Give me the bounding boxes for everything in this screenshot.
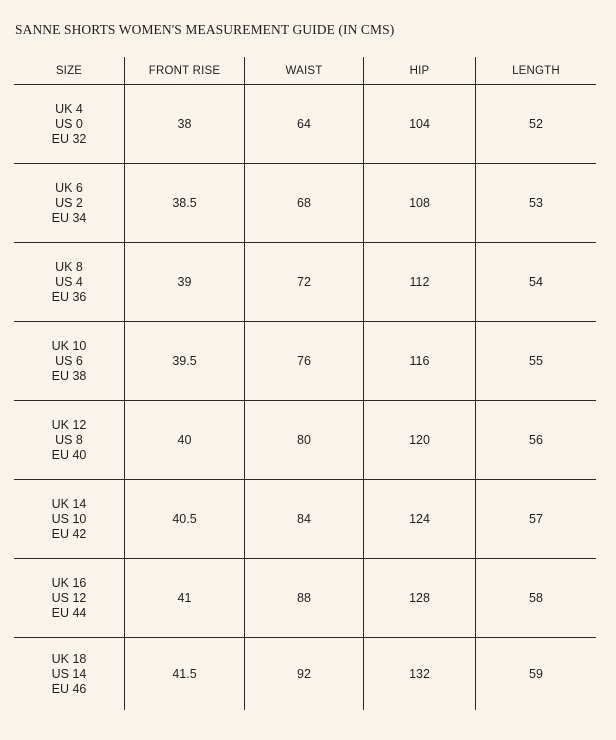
size-label: US 10 xyxy=(51,511,87,526)
header-hip: HIP xyxy=(363,57,475,84)
table-header-row xyxy=(14,57,596,85)
hip-cell: 128 xyxy=(363,559,475,637)
front-rise-cell: 38.5 xyxy=(124,164,244,242)
front-rise-cell: 39 xyxy=(124,243,244,321)
size-label: EU 40 xyxy=(51,447,87,462)
size-cell xyxy=(14,401,124,479)
table-row xyxy=(14,559,596,638)
front-rise-cell: 39.5 xyxy=(124,322,244,400)
size-label: EU 34 xyxy=(51,210,87,225)
length-cell: 59 xyxy=(475,638,596,710)
table-row xyxy=(14,480,596,559)
waist-cell: 80 xyxy=(244,401,363,479)
size-label: EU 46 xyxy=(51,681,87,696)
size-label: US 14 xyxy=(51,666,87,681)
size-label: US 12 xyxy=(51,590,87,605)
size-cell xyxy=(14,322,124,400)
waist-cell: 76 xyxy=(244,322,363,400)
page-title: SANNE SHORTS WOMEN'S MEASUREMENT GUIDE (IN CMS) xyxy=(15,22,395,37)
table-row xyxy=(14,85,596,164)
size-label: US 2 xyxy=(55,195,83,210)
size-label: UK 6 xyxy=(55,180,83,195)
length-cell: 54 xyxy=(475,243,596,321)
length-cell: 55 xyxy=(475,322,596,400)
table-row xyxy=(14,638,596,710)
size-label: US 6 xyxy=(55,353,83,368)
hip-cell: 116 xyxy=(363,322,475,400)
size-cell xyxy=(14,480,124,558)
size-label: EU 44 xyxy=(51,605,87,620)
length-cell: 58 xyxy=(475,559,596,637)
size-cell xyxy=(14,243,124,321)
waist-cell: 68 xyxy=(244,164,363,242)
header-front-rise: FRONT RISE xyxy=(124,57,244,84)
size-label: EU 32 xyxy=(51,131,87,146)
size-label: UK 10 xyxy=(51,338,87,353)
front-rise-cell: 41.5 xyxy=(124,638,244,710)
size-cell xyxy=(14,164,124,242)
size-label: US 4 xyxy=(55,274,83,289)
table-row xyxy=(14,164,596,243)
header-waist: WAIST xyxy=(244,57,363,84)
size-label: US 8 xyxy=(55,432,83,447)
size-label: EU 36 xyxy=(51,289,87,304)
size-label: UK 12 xyxy=(51,417,87,432)
size-cell xyxy=(14,85,124,163)
size-label: UK 18 xyxy=(51,651,87,666)
table-body xyxy=(14,85,596,710)
length-cell: 53 xyxy=(475,164,596,242)
hip-cell: 112 xyxy=(363,243,475,321)
hip-cell: 132 xyxy=(363,638,475,710)
size-label: UK 16 xyxy=(51,575,87,590)
front-rise-cell: 40 xyxy=(124,401,244,479)
length-cell: 52 xyxy=(475,85,596,163)
header-size: SIZE xyxy=(55,65,83,77)
hip-cell: 108 xyxy=(363,164,475,242)
front-rise-cell: 40.5 xyxy=(124,480,244,558)
size-label: EU 42 xyxy=(51,526,87,541)
waist-cell: 72 xyxy=(244,243,363,321)
size-label: UK 4 xyxy=(55,101,83,116)
front-rise-cell: 41 xyxy=(124,559,244,637)
size-label: UK 8 xyxy=(55,259,83,274)
front-rise-cell: 38 xyxy=(124,85,244,163)
table-row xyxy=(14,401,596,480)
size-cell xyxy=(14,638,124,710)
header-length: LENGTH xyxy=(475,57,596,84)
length-cell: 57 xyxy=(475,480,596,558)
hip-cell: 124 xyxy=(363,480,475,558)
length-cell: 56 xyxy=(475,401,596,479)
size-label: EU 38 xyxy=(51,368,87,383)
waist-cell: 88 xyxy=(244,559,363,637)
table-row xyxy=(14,243,596,322)
measurement-table xyxy=(14,57,596,710)
hip-cell: 104 xyxy=(363,85,475,163)
hip-cell: 120 xyxy=(363,401,475,479)
size-label: UK 14 xyxy=(51,496,87,511)
size-label: US 0 xyxy=(55,116,83,131)
table-row xyxy=(14,322,596,401)
size-cell xyxy=(14,559,124,637)
waist-cell: 64 xyxy=(244,85,363,163)
waist-cell: 84 xyxy=(244,480,363,558)
waist-cell: 92 xyxy=(244,638,363,710)
